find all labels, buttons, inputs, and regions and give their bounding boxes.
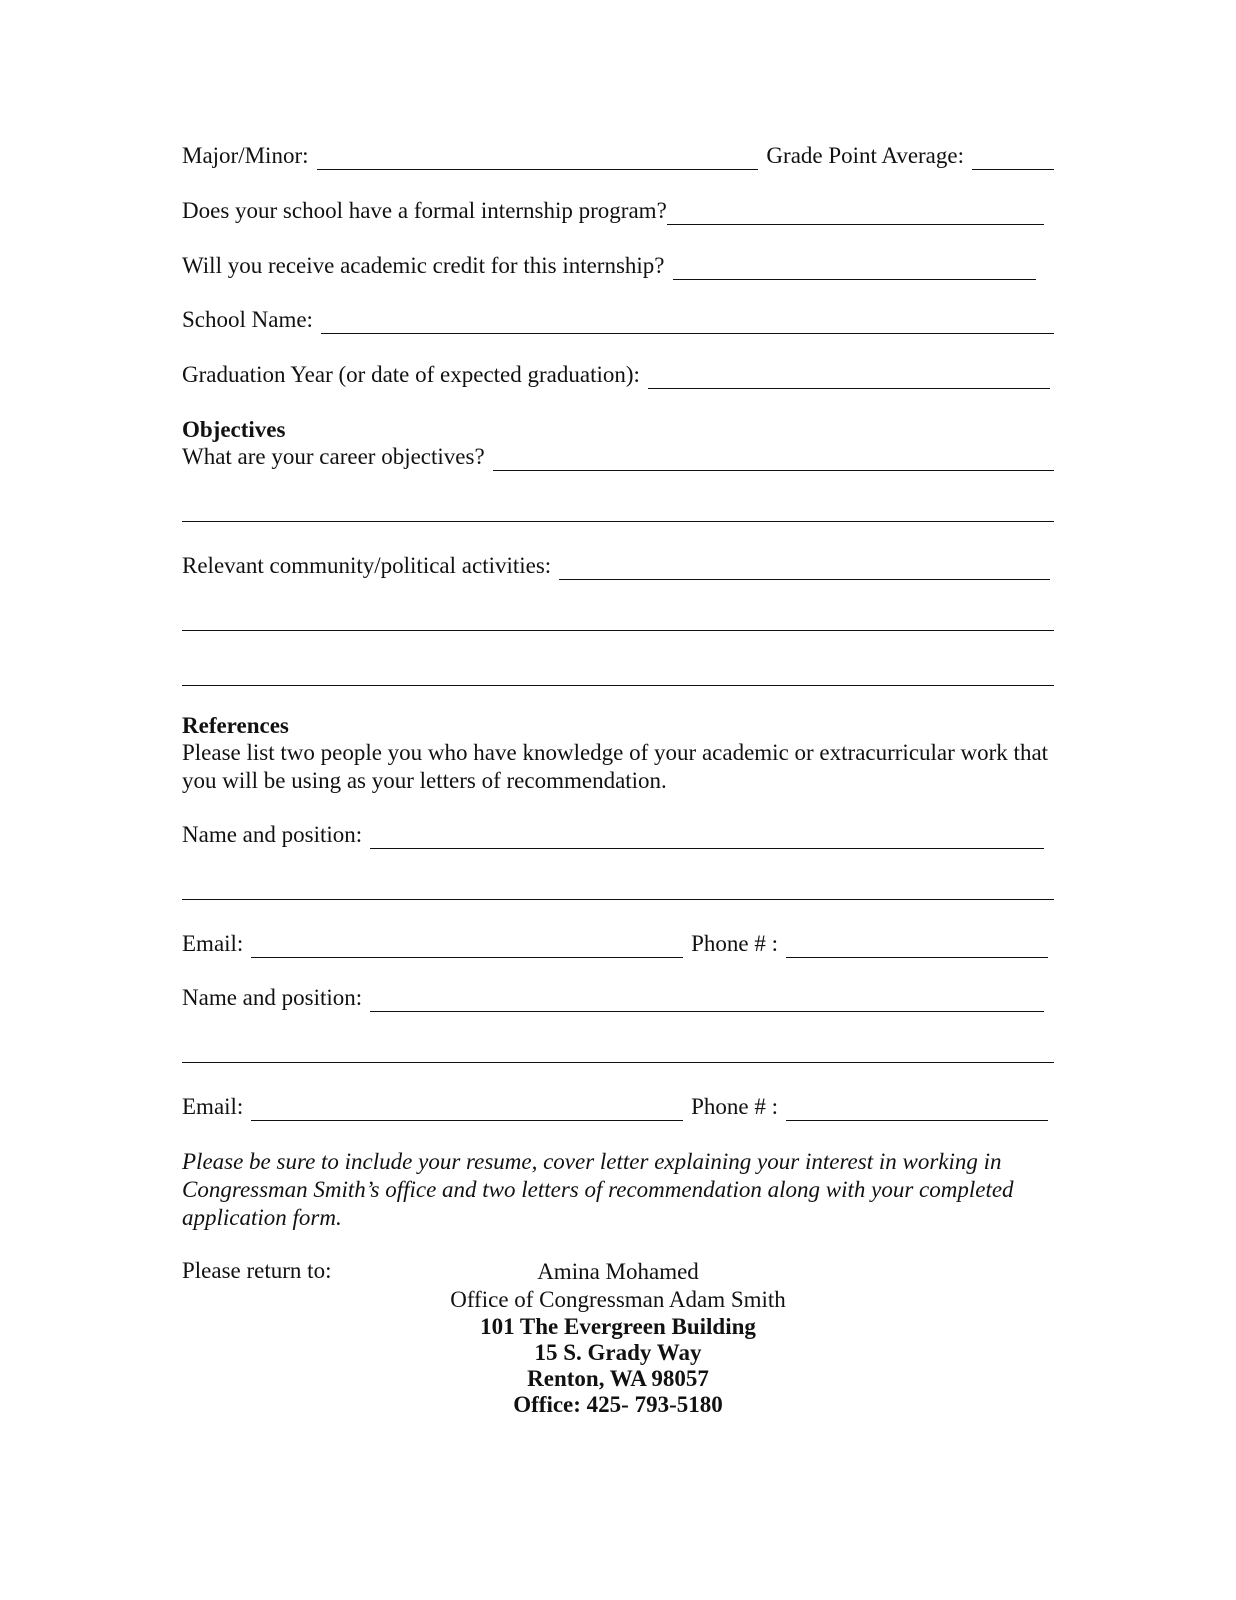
career-objectives-field[interactable] (493, 448, 1054, 471)
graduation-label: Graduation Year (or date of expected graduation): (182, 362, 640, 387)
major-field[interactable] (317, 147, 759, 170)
internship-program-label: Does your school have a formal internship program? (182, 198, 667, 223)
ref2-email-label: Email: (182, 1094, 244, 1119)
ref2-contact-row (182, 1093, 1048, 1121)
internship-program-field[interactable] (667, 202, 1044, 225)
career-objectives-row (182, 443, 1054, 471)
ref1-name-label: Name and position: (182, 822, 363, 847)
references-heading: References (182, 713, 289, 738)
contact-name: Amina Mohamed (537, 1259, 699, 1284)
credit-row (182, 252, 1036, 280)
office-phone: Office: 425- 793-5180 (513, 1392, 723, 1417)
ref2-email-field[interactable] (251, 1098, 683, 1121)
activities-line-2[interactable] (182, 630, 1054, 631)
application-note: Please be sure to include your resume, cover letter explaining your interest in working in Congressman Smith’s office and two letters of recommendation along with your completed application form. (182, 1149, 1014, 1230)
career-objectives-line-2[interactable] (182, 521, 1054, 522)
credit-field[interactable] (673, 257, 1036, 280)
ref2-name-label: Name and position: (182, 985, 363, 1010)
ref2-phone-label: Phone # : (691, 1094, 778, 1119)
credit-label: Will you receive academic credit for this internship? (182, 253, 665, 278)
activities-field[interactable] (559, 557, 1050, 580)
references-instructions: Please list two people you who have knowledge of your academic or extracurricular work that you will be using as your letters of recommendation. (182, 740, 1049, 793)
school-field[interactable] (321, 311, 1054, 334)
return-address-block (182, 1258, 1054, 1418)
gpa-field[interactable] (972, 147, 1054, 170)
major-gpa-row (182, 142, 1054, 170)
internship-program-row (182, 197, 1044, 225)
application-form-page (182, 0, 1054, 1600)
school-row (182, 306, 1054, 334)
ref2-name-field[interactable] (370, 989, 1044, 1012)
ref2-name-line-2[interactable] (182, 1062, 1054, 1063)
school-label: School Name: (182, 307, 313, 332)
ref1-phone-field[interactable] (786, 935, 1048, 958)
gpa-label: Grade Point Average: (766, 143, 964, 168)
graduation-field[interactable] (648, 366, 1050, 389)
city-line: Renton, WA 98057 (527, 1366, 709, 1391)
ref2-phone-field[interactable] (786, 1098, 1048, 1121)
ref1-email-label: Email: (182, 931, 244, 956)
ref1-name-line-2[interactable] (182, 899, 1054, 900)
activities-line-3[interactable] (182, 685, 1054, 686)
office-name: Office of Congressman Adam Smith (450, 1287, 786, 1312)
ref1-contact-row (182, 930, 1048, 958)
ref1-name-field[interactable] (370, 826, 1044, 849)
objectives-heading: Objectives (182, 417, 286, 442)
building-line: 101 The Evergreen Building (480, 1314, 756, 1339)
activities-row (182, 552, 1050, 580)
return-to-label: Please return to: (182, 1258, 332, 1283)
activities-label: Relevant community/political activities: (182, 553, 552, 578)
ref1-name-row (182, 821, 1044, 849)
graduation-row (182, 361, 1050, 389)
ref2-name-row (182, 984, 1044, 1012)
street-line: 15 S. Grady Way (534, 1340, 702, 1365)
major-label: Major/Minor: (182, 143, 309, 168)
ref1-phone-label: Phone # : (691, 931, 778, 956)
career-objectives-label: What are your career objectives? (182, 444, 485, 469)
ref1-email-field[interactable] (251, 935, 683, 958)
